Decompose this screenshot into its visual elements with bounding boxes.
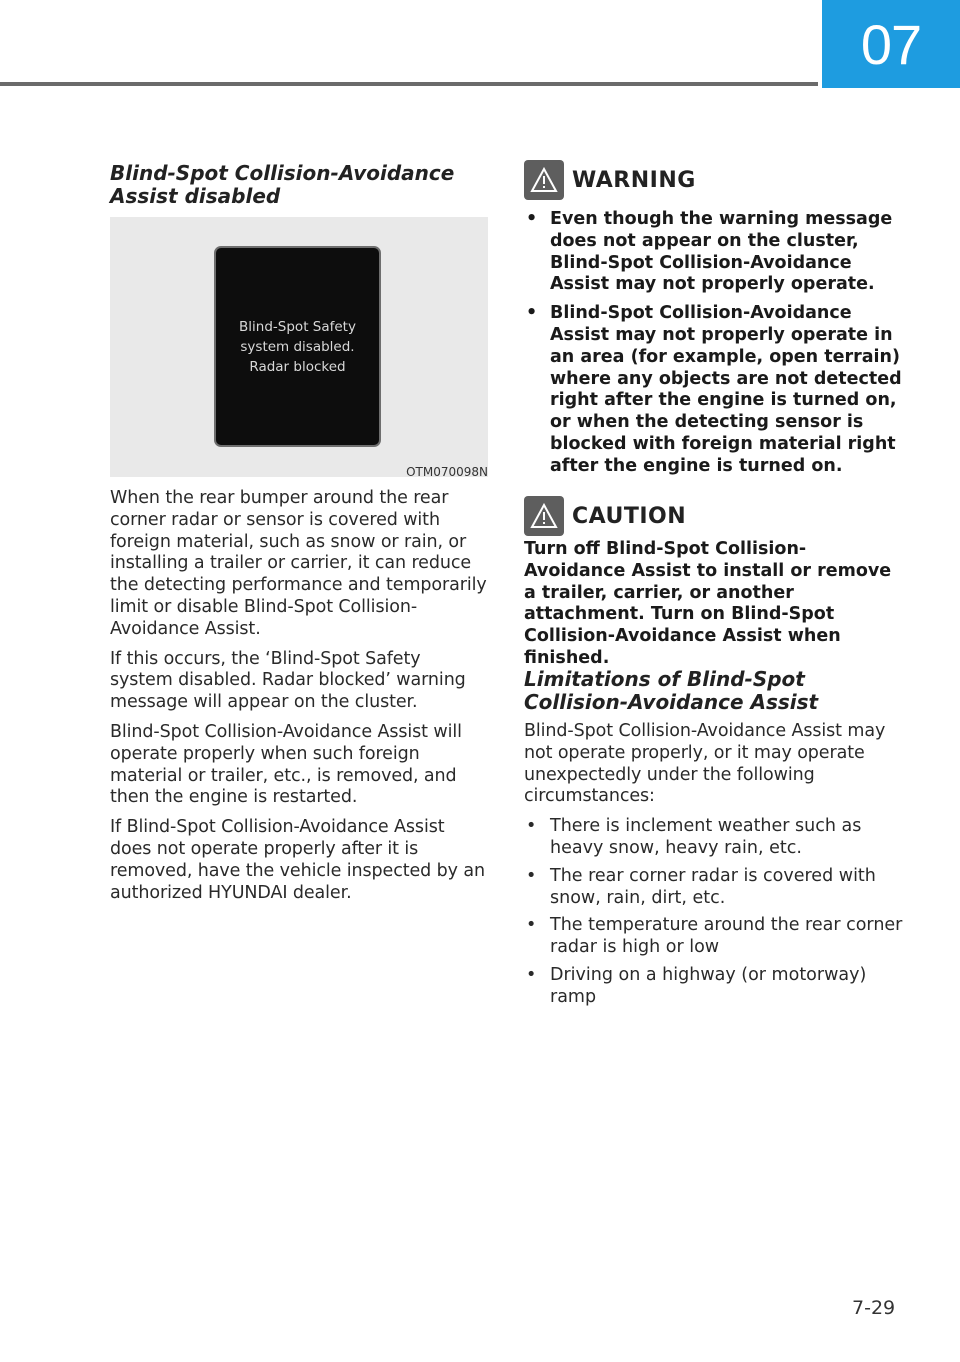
display-line-1: Blind-Spot Safety — [239, 318, 356, 335]
left-body — [110, 488, 488, 912]
cluster-figure — [110, 217, 488, 477]
page-number: 7-29 — [852, 1297, 896, 1319]
bullet: • — [526, 865, 537, 886]
paragraph: If Blind-Spot Collision-Avoidance Assist does not operate properly after it is removed, have the vehicle inspected by an authorized HYUNDAI dealer. — [110, 817, 485, 903]
figure-code: OTM070098N — [406, 465, 488, 479]
paragraph: When the rear bumper around the rear corner radar or sensor is covered with foreign material, such as snow or rain, or installing a trailer or carrier, it can reduce the detecting performance and temporarily limit or disable Blind-Spot Collision-Avoidance Assist. — [110, 488, 487, 639]
warning-triangle-icon — [524, 160, 564, 200]
warning-header — [524, 160, 904, 200]
limitations-list — [524, 816, 904, 1008]
paragraph: If this occurs, the ‘Blind-Spot Safety system disabled. Radar blocked’ warning message will appear on the cluster. — [110, 648, 466, 713]
warning-list — [524, 209, 904, 478]
caution-title: CAUTION — [572, 503, 687, 529]
display-line-2: system disabled. — [240, 338, 355, 355]
warning-box — [524, 160, 904, 485]
list-item: • The rear corner radar is covered with snow, rain, dirt, etc. — [526, 865, 876, 908]
caution-text: Turn off Blind-Spot Collision-Avoidance Assist to install or remove a trailer, carrier, or another attachment. Turn on Blind-Spot Collision-Avoidance Assist when finished. — [524, 539, 892, 668]
warning-title: WARNING — [572, 167, 696, 193]
caution-box — [524, 496, 904, 670]
limitations-section — [524, 668, 904, 1015]
section-heading: Blind-Spot Collision-Avoidance Assist disabled — [110, 161, 455, 208]
bullet: • — [526, 915, 537, 936]
bullet: • — [526, 964, 537, 985]
display-line-3: Radar blocked — [249, 358, 346, 375]
chapter-number: 07 — [860, 12, 922, 76]
list-item: • Blind-Spot Collision-Avoidance Assist may not properly operate in an area (for example, open terrain) where any objects are not detected right after the engine is turned on, or when the detecting sensor is blocked with foreign material right after the engine is turned on. — [526, 303, 902, 476]
header-rule — [0, 82, 818, 86]
cluster-display — [214, 246, 381, 447]
limitations-intro: Blind-Spot Collision-Avoidance Assist may not operate properly, or it may operate unexpectedly under the following circumstances: — [524, 721, 886, 807]
bullet: • — [526, 209, 538, 229]
list-item: • Even though the warning message does not appear on the cluster, Blind-Spot Collision-Avoidance Assist may not properly operate. — [526, 209, 893, 295]
bullet: • — [526, 816, 537, 837]
caution-triangle-icon — [524, 496, 564, 536]
chapter-tab — [822, 0, 960, 88]
bullet: • — [526, 303, 538, 324]
list-item: • There is inclement weather such as heavy snow, heavy rain, etc. — [526, 816, 862, 858]
limitations-heading: Limitations of Blind-Spot Collision-Avoidance Assist — [524, 667, 819, 714]
list-item: • The temperature around the rear corner radar is high or low — [526, 915, 903, 958]
caution-header — [524, 496, 904, 536]
list-item: • Driving on a highway (or motorway) ramp — [526, 964, 867, 1007]
paragraph: Blind-Spot Collision-Avoidance Assist will operate properly when such foreign material or trailer, etc., is removed, and then the engine is restarted. — [110, 721, 462, 808]
